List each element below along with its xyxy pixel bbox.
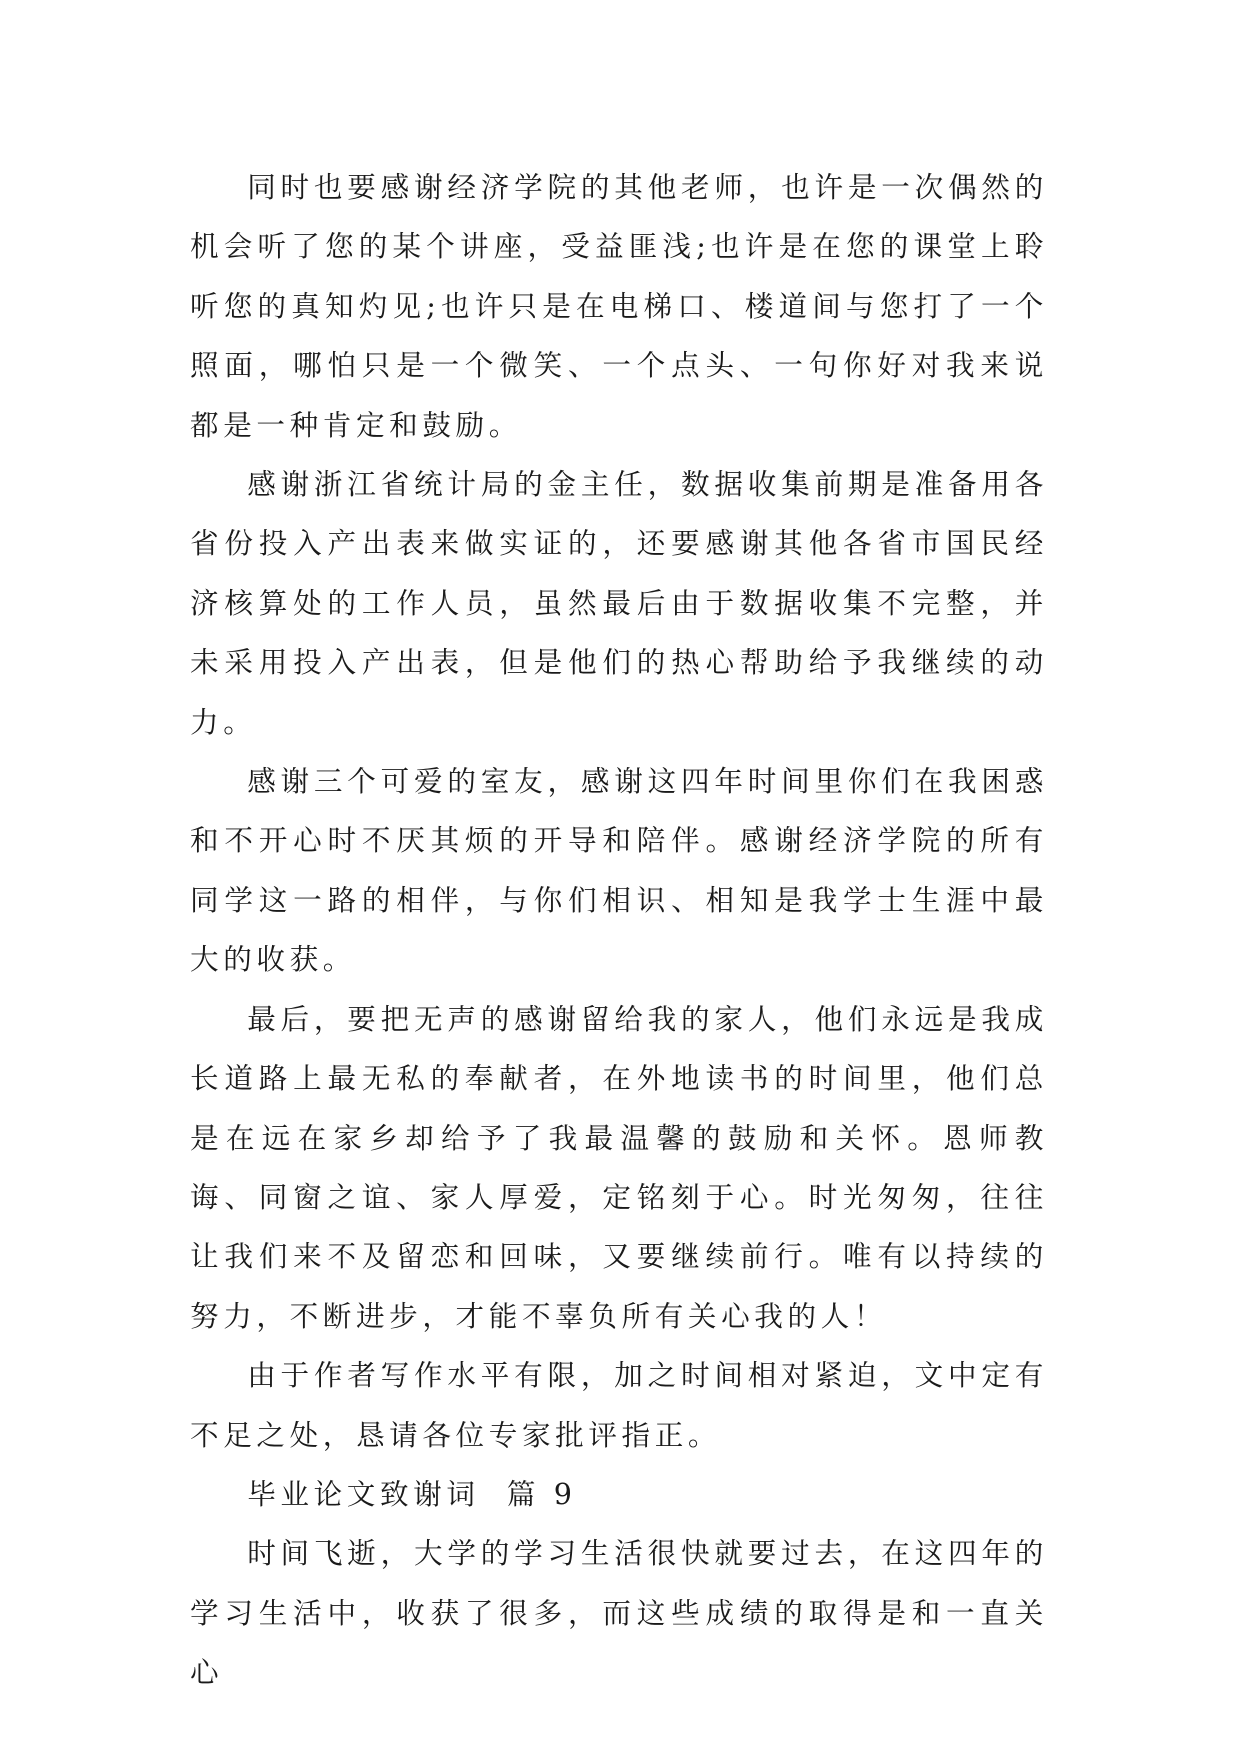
paragraph-section-9-opening: 时间飞逝，大学的学习生活很快就要过去，在这四年的学习生活中，收获了很多，而这些成绩的取得是和一直关心 — [190, 1536, 1048, 1690]
section-heading: 毕业论文致谢词 篇 9 — [247, 1476, 577, 1511]
paragraph-thanks-family: 最后，要把无声的感谢留给我的家人，他们永远是我成长道路上最无私的奉献者，在外地读书的时间里，他们总是在远在家乡却给予了我最温馨的鼓励和关怀。恩师教诲、同窗之谊、家人厚爱，定铭刻于心。时光匆匆，往往让我们来不及留恋和回味，又要继续前行。唯有以持续的努力，不断进步，才能不辜负所有关心我的人！ — [190, 1001, 1048, 1333]
paragraph-thanks-statistics-bureau: 感谢浙江省统计局的金主任，数据收集前期是准备用各省份投入产出表来做实证的，还要感谢其他各省市国民经济核算处的工作人员，虽然最后由于数据收集不完整，并未采用投入产出表，但是他们的热心帮助给予我继续的动力。 — [190, 467, 1048, 739]
document-body — [190, 158, 1048, 1703]
paragraph-closing-note: 由于作者写作水平有限，加之时间相对紧迫，文中定有不足之处，恳请各位专家批评指正。 — [190, 1358, 1048, 1452]
paragraph-thanks-teachers: 同时也要感谢经济学院的其他老师，也许是一次偶然的机会听了您的某个讲座，受益匪浅;也许是在您的课堂上聆听您的真知灼见;也许只是在电梯口、楼道间与您打了一个照面，哪怕只是一个微笑、一个点头、一句你好对我来说都是一种肯定和鼓励。 — [190, 170, 1048, 442]
paragraph-thanks-roommates: 感谢三个可爱的室友，感谢这四年时间里你们在我困惑和不开心时不厌其烦的开导和陪伴。感谢经济学院的所有同学这一路的相伴，与你们相识、相知是我学士生涯中最大的收获。 — [190, 764, 1048, 977]
